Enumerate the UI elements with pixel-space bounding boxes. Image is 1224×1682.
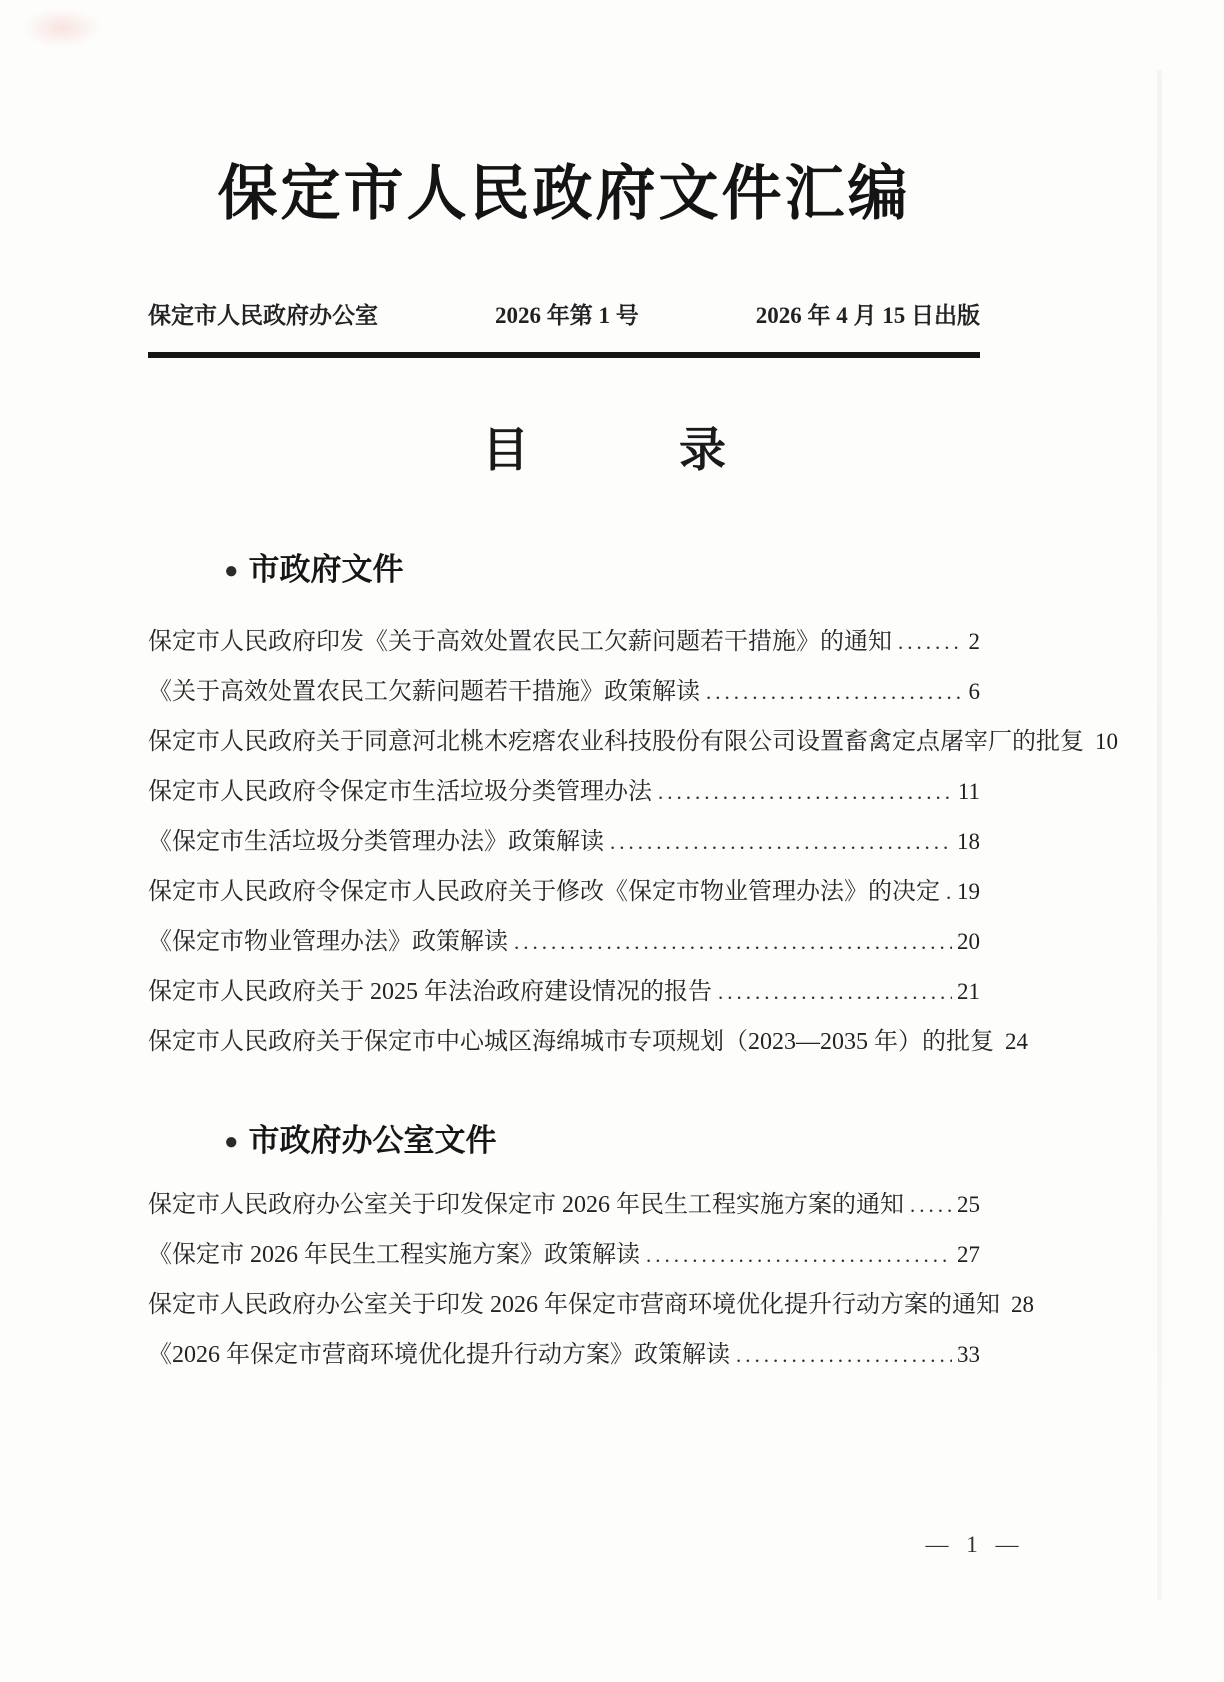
toc-entry-page-number: 2 [968,629,980,654]
toc-entry-title: 保定市人民政府办公室关于印发 2026 年保定市营商环境优化提升行动方案的通知 [148,1292,1000,1318]
toc-entry-title: 保定市人民政府关于同意河北桃木疙瘩农业科技股份有限公司设置畜禽定点屠宰厂的批复 [148,729,1084,755]
section-heading-label: 市政府办公室文件 [248,1123,497,1158]
section-heading-gov-office-documents [148,1121,980,1161]
toc-list-city-gov-documents [148,617,1118,1067]
leader-dots [910,1180,952,1230]
page-number-footer: — 1 — [925,1532,1025,1557]
toc-entry [148,917,980,967]
toc-entry-title: 保定市人民政府令保定市生活垃圾分类管理办法 [148,779,652,805]
toc-entry [148,817,980,867]
toc-entry [148,717,1118,767]
toc-entry [148,867,980,917]
toc-entry [148,1330,980,1380]
toc-entry [148,1280,1034,1330]
leader-dots [736,1330,952,1380]
toc-entry-title: 保定市人民政府关于 2025 年法治政府建设情况的报告 [148,979,712,1005]
leader-dots [658,767,953,817]
toc-entry [148,617,980,667]
page-content [148,0,1118,1380]
leader-dots [514,917,952,967]
toc-title-char-left: 目 [482,425,529,477]
toc-entry-title: 保定市人民政府令保定市人民政府关于修改《保定市物业管理办法》的决定 [148,879,940,905]
toc-entry-title: 《保定市 2026 年民生工程实施方案》政策解读 [148,1242,640,1268]
toc-entry-page-number: 20 [957,929,980,954]
issuing-office-label: 保定市人民政府办公室 [148,303,378,328]
toc-entry-page-number: 24 [1005,1029,1028,1054]
toc-title-char-right: 录 [679,425,726,477]
toc-entry-title: 保定市人民政府办公室关于印发保定市 2026 年民生工程实施方案的通知 [148,1192,904,1218]
toc-entry [148,1230,980,1280]
masthead-divider [148,352,980,358]
bullet-icon: ● [224,1129,239,1155]
toc-entry-page-number: 28 [1011,1292,1034,1317]
leader-dots [646,1230,952,1280]
toc-entry-title: 保定市人民政府关于保定市中心城区海绵城市专项规划（2023—2035 年）的批复 [148,1029,994,1055]
leader-dots [898,617,964,667]
toc-entry-title: 《保定市生活垃圾分类管理办法》政策解读 [148,829,604,855]
toc-entry-title: 《2026 年保定市营商环境优化提升行动方案》政策解读 [148,1342,730,1368]
scan-streak-artifact [1157,70,1162,1600]
toc-title [188,422,1020,480]
toc-entry-page-number: 21 [957,979,980,1004]
toc-entry-page-number: 33 [957,1342,980,1367]
toc-entry [148,667,980,717]
leader-dots [610,817,952,867]
bullet-icon: ● [224,558,239,584]
toc-entry-title: 《关于高效处置农民工欠薪问题若干措施》政策解读 [148,679,700,705]
toc-entry [148,967,980,1017]
toc-entry [148,767,980,817]
toc-entry-page-number: 25 [957,1192,980,1217]
publish-date-label: 2026 年 4 月 15 日出版 [755,303,980,328]
toc-entry-page-number: 6 [968,679,980,704]
toc-list-gov-office-documents [148,1180,1034,1380]
publication-title: 保定市人民政府文件汇编 [217,161,911,227]
leader-dots [718,967,952,1017]
toc-entry [148,1017,1028,1067]
issue-number-label: 2026 年第 1 号 [495,303,639,328]
toc-entry-page-number: 27 [957,1242,980,1267]
toc-entry-page-number: 11 [957,779,980,804]
toc-entry-page-number: 19 [957,879,980,904]
leader-dots [946,867,952,917]
leader-dots [706,667,964,717]
toc-entry-page-number: 18 [957,829,980,854]
scan-smudge-artifact [22,8,102,48]
section-heading-city-gov-documents [148,550,980,590]
section-heading-label: 市政府文件 [248,552,404,587]
toc-entry-title: 《保定市物业管理办法》政策解读 [148,929,508,955]
toc-entry-title: 保定市人民政府印发《关于高效处置农民工欠薪问题若干措施》的通知 [148,629,892,655]
masthead-info-row [148,301,980,331]
toc-entry [148,1180,980,1230]
toc-entry-page-number: 10 [1095,729,1118,754]
